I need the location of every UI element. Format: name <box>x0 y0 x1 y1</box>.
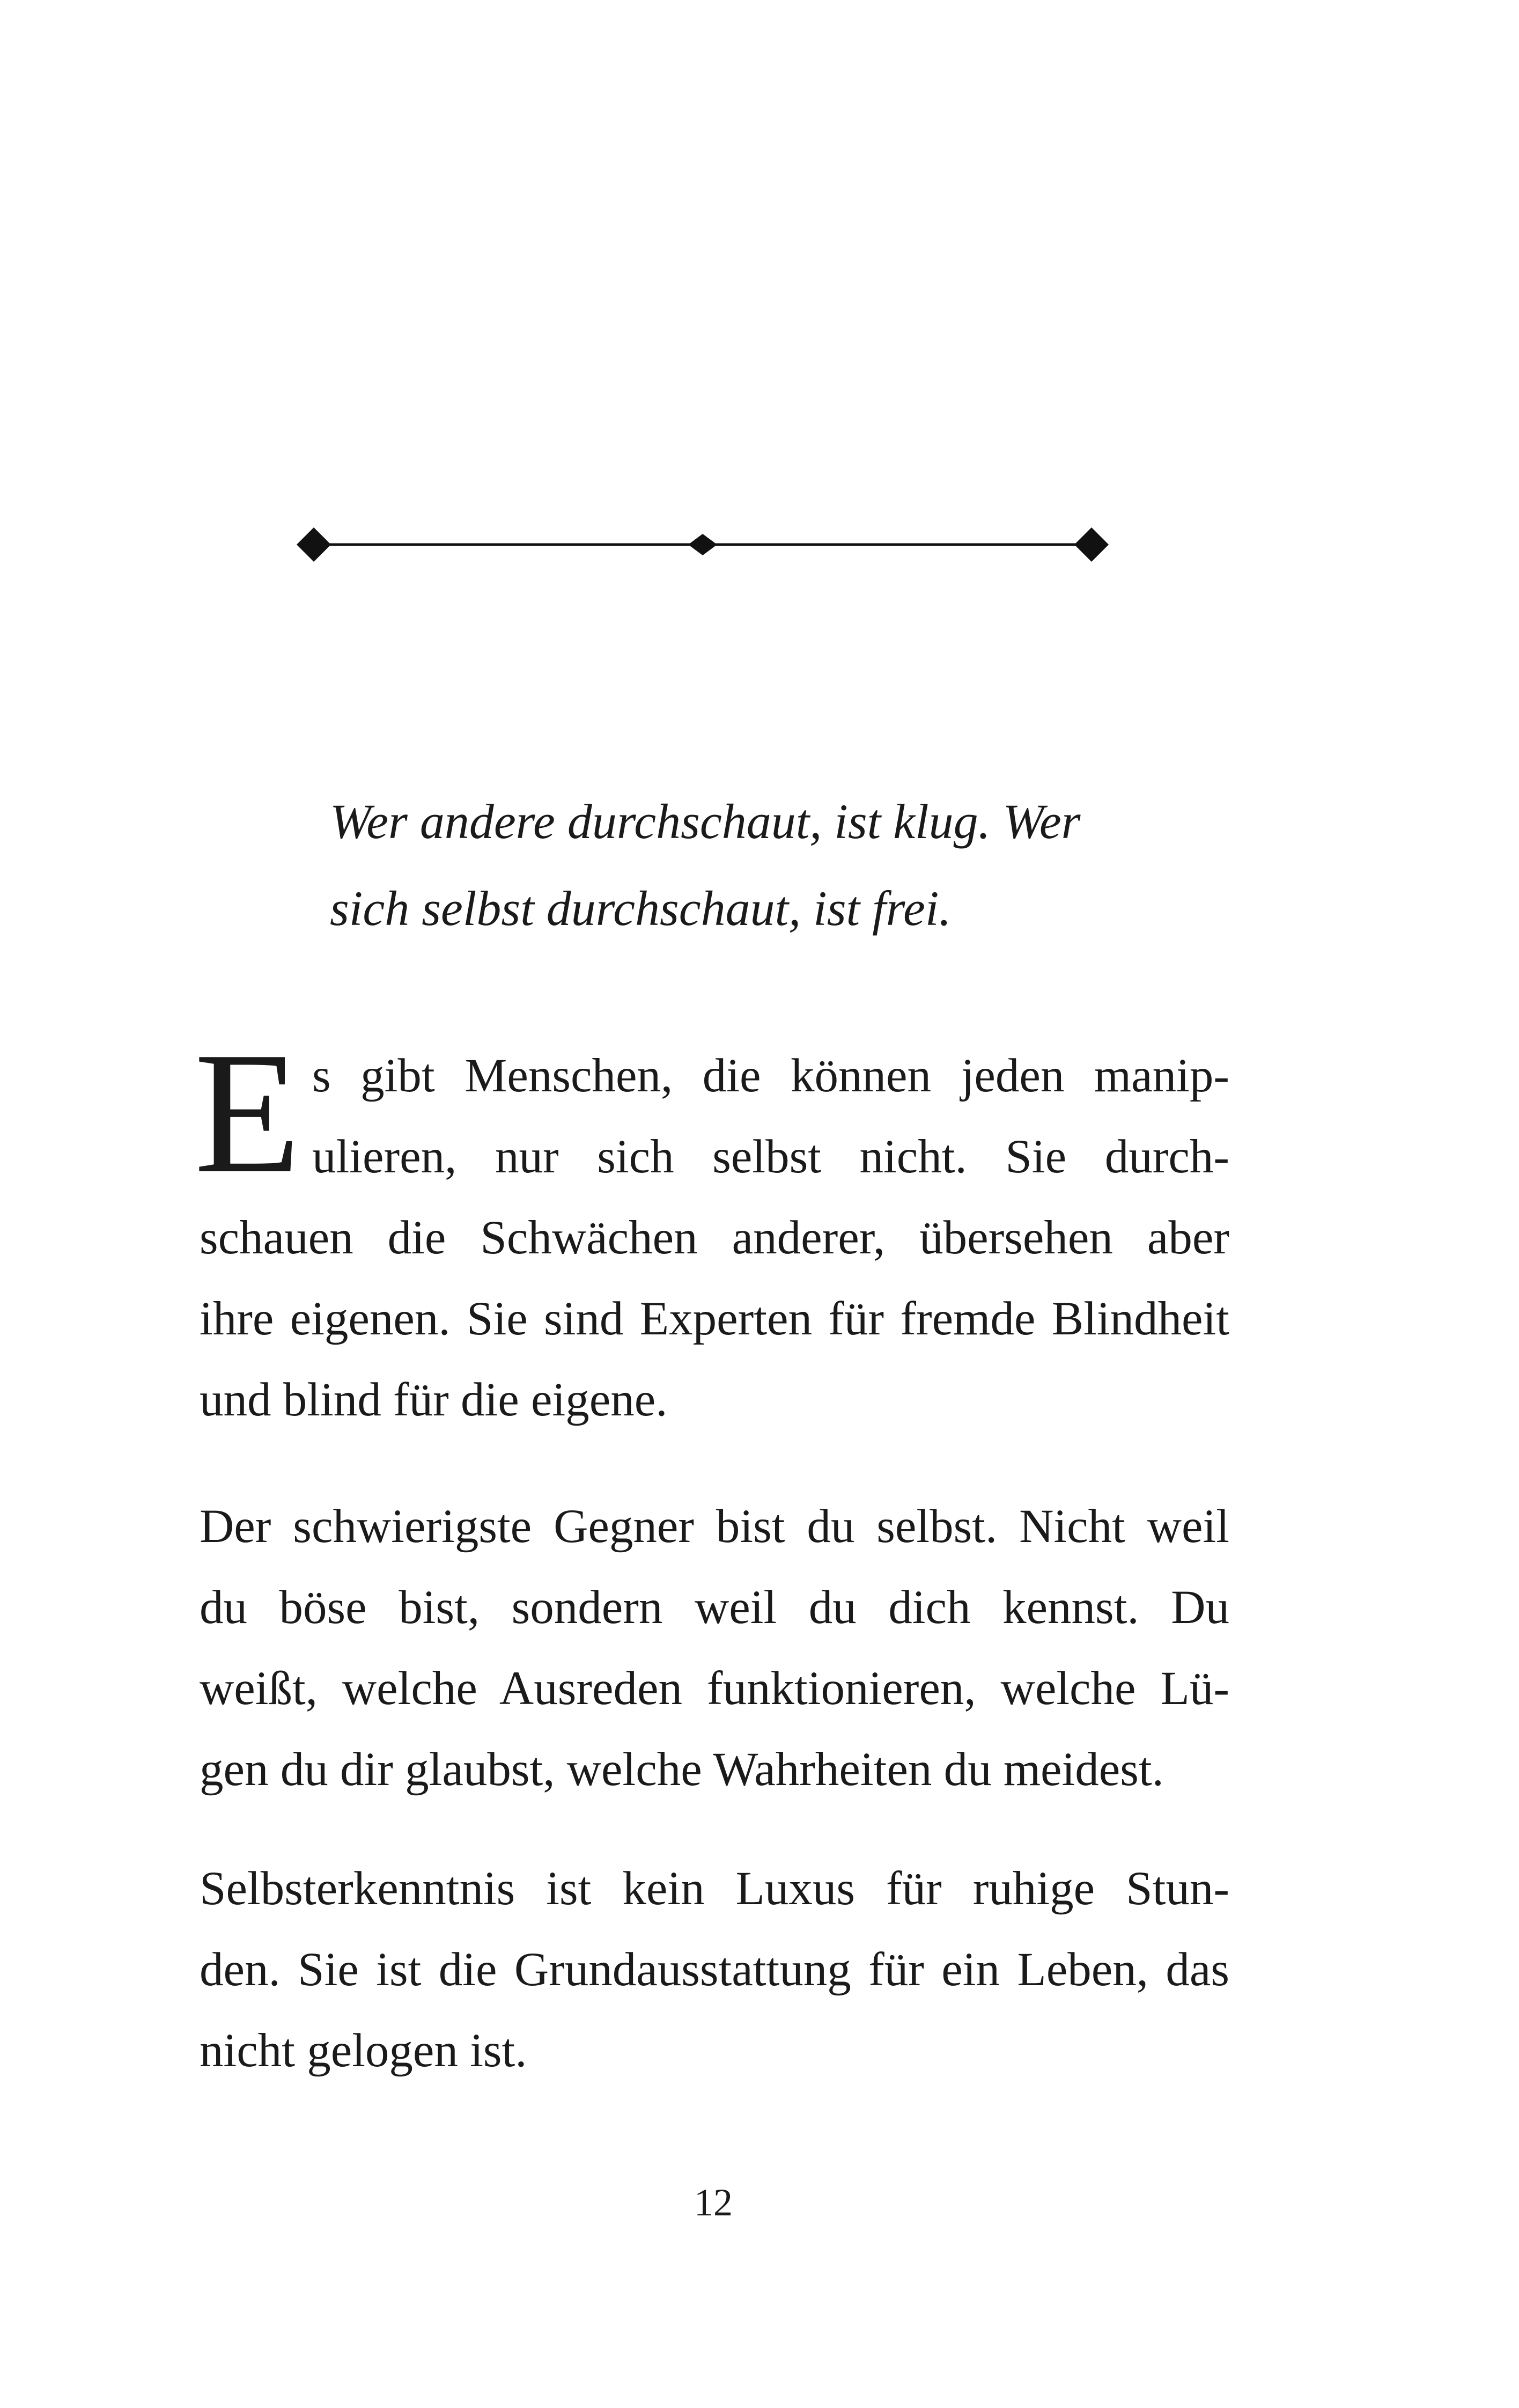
drop-cap: E <box>194 1016 301 1209</box>
paragraph-2-line-1: Der schwierigste Gegner bist du selbst. Nicht weil <box>200 1500 1229 1553</box>
paragraph-1-line-4: ihre eigenen. Sie sind Experten für fremde Blindheit <box>200 1293 1229 1345</box>
paragraph-1-line-3: schauen die Schwächen anderer, übersehen aber <box>200 1212 1229 1264</box>
diamond-right-icon <box>1074 527 1109 562</box>
paragraph-3 <box>200 1848 1229 2091</box>
paragraph-3-line-1: Selbsterkenntnis ist kein Luxus für ruhige Stun- <box>200 1862 1229 1915</box>
paragraph-3-line-3: nicht gelogen ist. <box>200 2024 527 2077</box>
paragraph-2 <box>200 1486 1229 1810</box>
paragraph-1-line-5: und blind für die eigene. <box>200 1374 668 1426</box>
divider-ornament <box>292 523 1113 566</box>
epigraph-quote <box>330 778 1167 952</box>
epigraph-line-1: Wer andere durchschaut, ist klug. Wer <box>330 794 1081 849</box>
paragraph-1-line-1: s gibt Menschen, die können jeden manip- <box>312 1049 1229 1102</box>
paragraph-2-line-4: gen du dir glaubst, welche Wahrheiten du meidest. <box>200 1743 1164 1796</box>
epigraph-line-2: sich selbst durchschaut, ist frei. <box>330 881 952 936</box>
paragraph-1-line-2: ulieren, nur sich selbst nicht. Sie durch- <box>312 1130 1229 1183</box>
diamond-center-icon <box>688 534 717 555</box>
page-number: 12 <box>694 2181 733 2224</box>
paragraph-1 <box>194 1016 1229 1441</box>
paragraph-2-line-3: weißt, welche Ausreden funktionieren, welche Lü- <box>200 1662 1229 1715</box>
paragraph-3-line-2: den. Sie ist die Grundausstattung für ein Leben, das <box>200 1943 1229 1996</box>
paragraph-2-line-2: du böse bist, sondern weil du dich kennst. Du <box>200 1581 1229 1634</box>
diamond-left-icon <box>297 527 331 562</box>
